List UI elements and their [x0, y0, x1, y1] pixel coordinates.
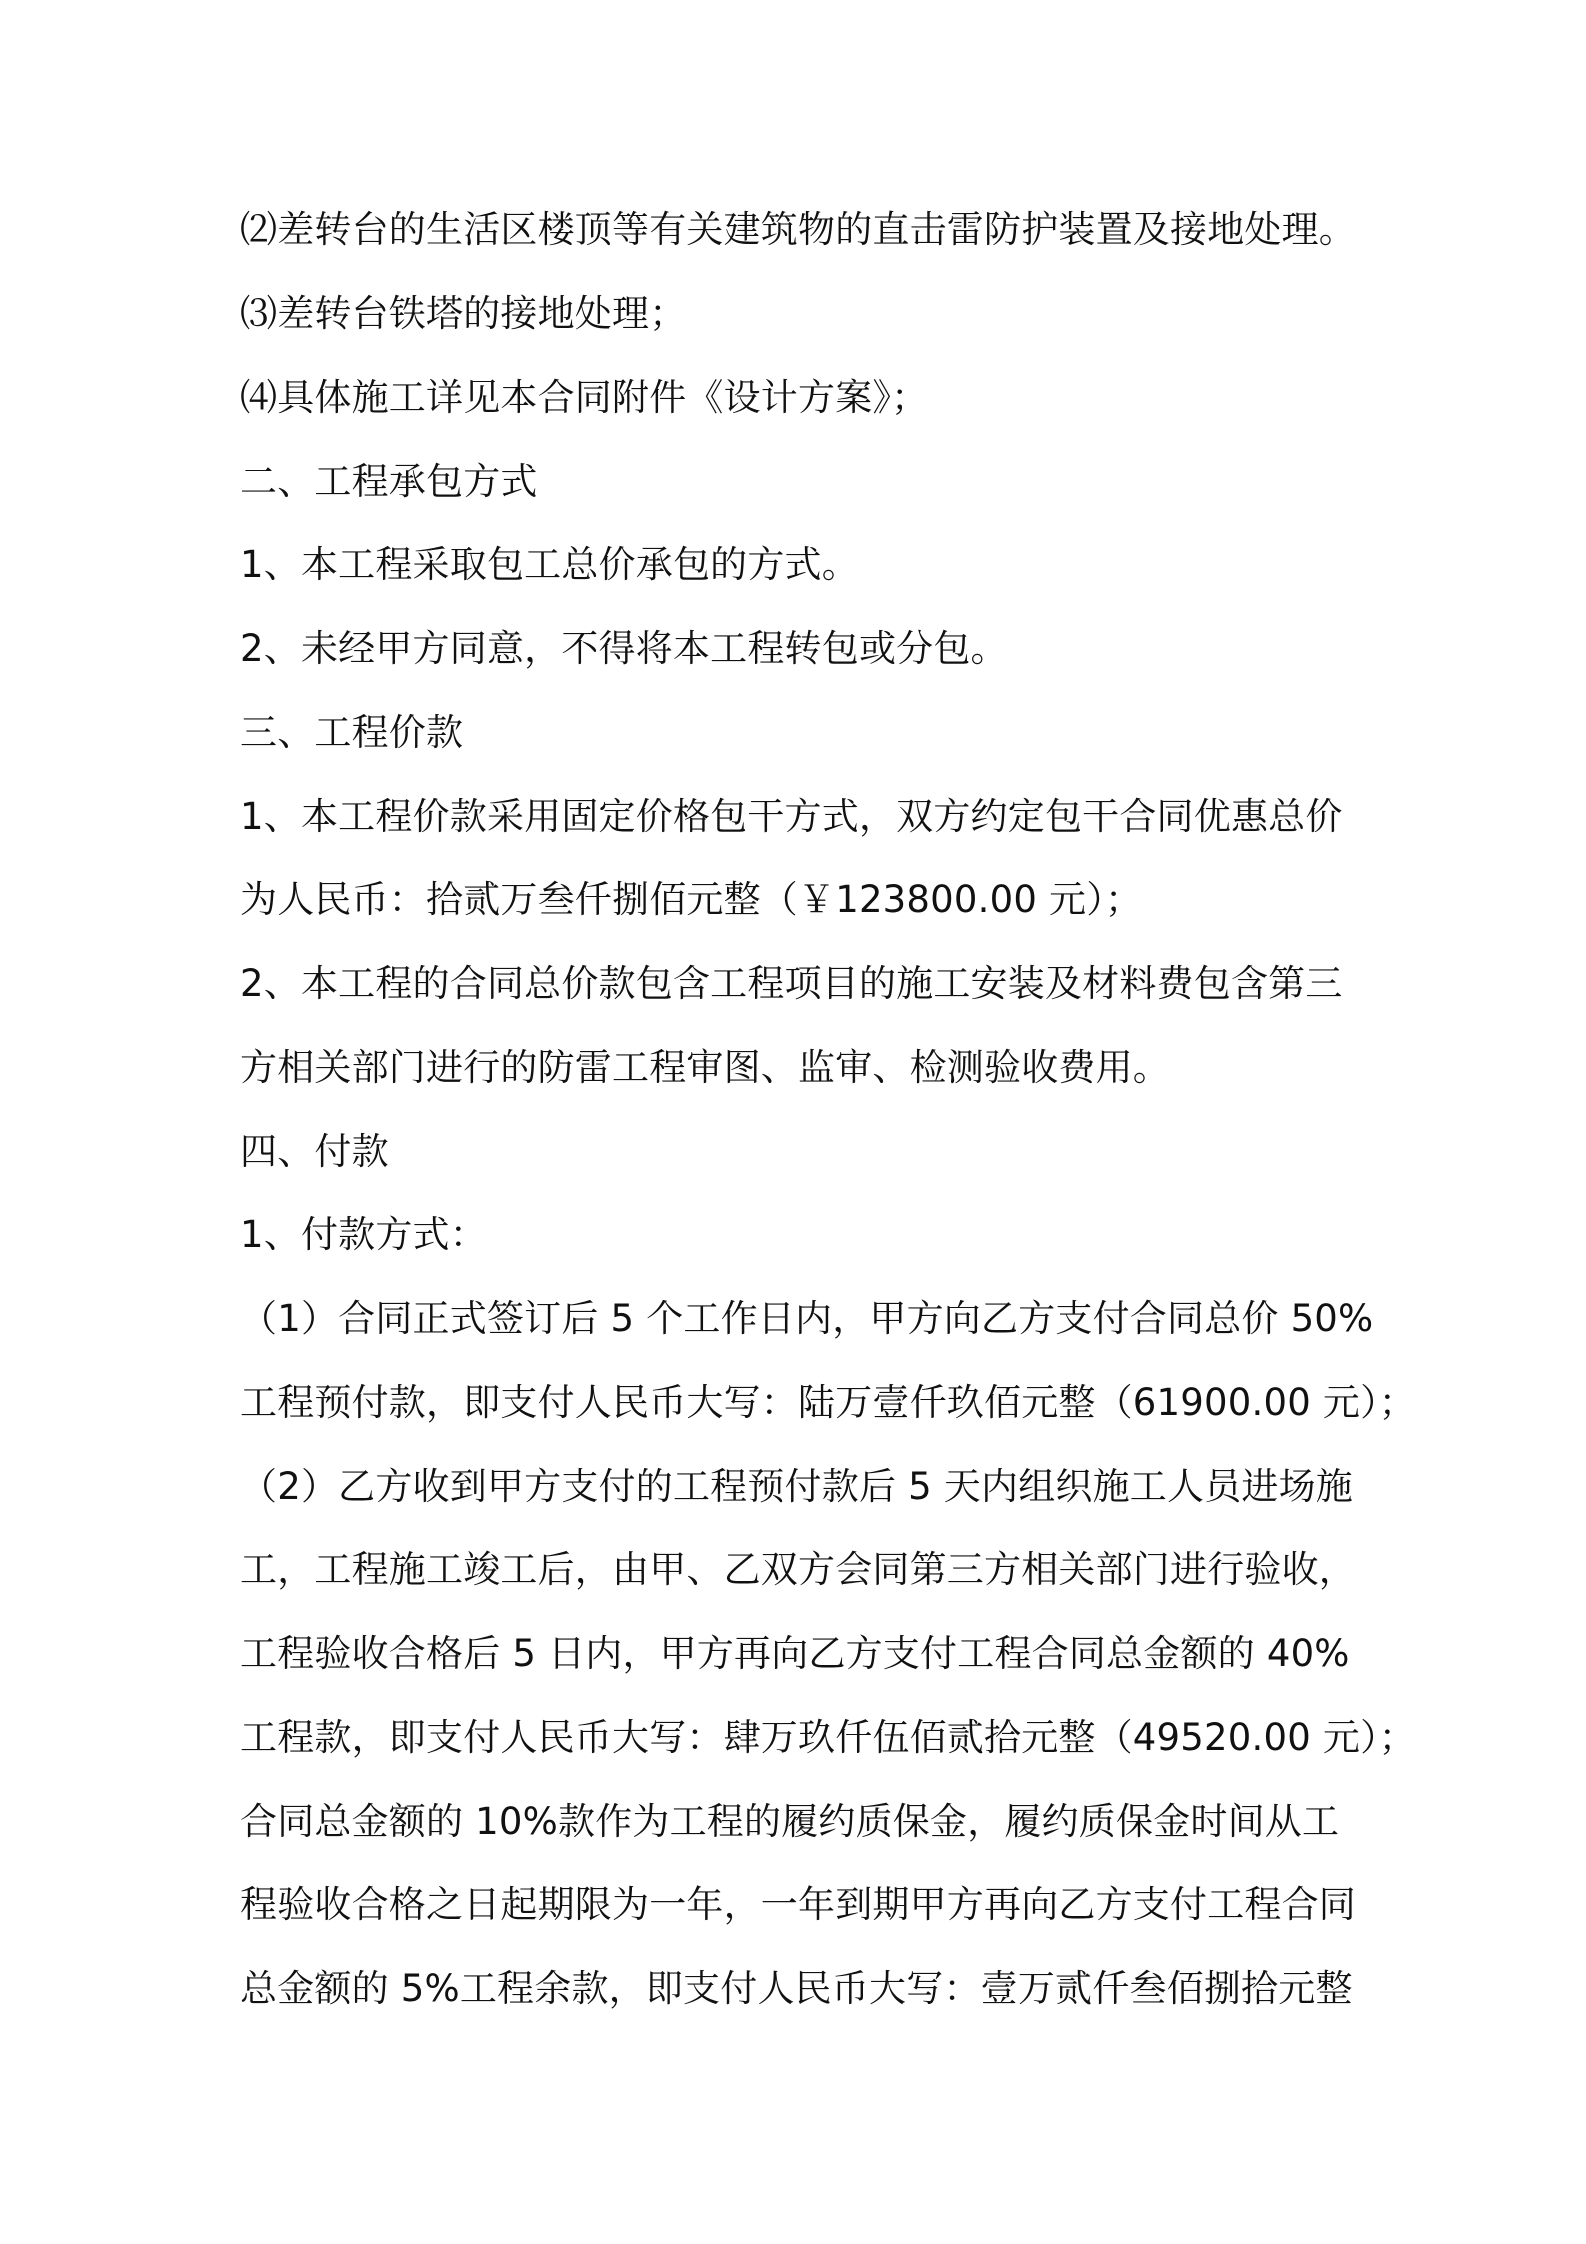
- item-4-construction-details: ⑷具体施工详见本合同附件《设计方案》；: [240, 376, 929, 419]
- payment-item-2-line-4: 工程款，即支付人民币大写：肆万玖仟伍佰贰拾元整（49520.00 元）；: [240, 1716, 1417, 1759]
- section-3-clause-2-line-2: 方相关部门进行的防雷工程审图、监审、检测验收费用。: [240, 1046, 1170, 1089]
- section-2-clause-1: 1、本工程采取包工总价承包的方式。: [240, 543, 859, 586]
- section-3-clause-1-line-2: 为人民币：拾贰万叁仟捌佰元整（￥123800.00 元）；: [240, 878, 1143, 921]
- section-2-heading: 二、工程承包方式: [240, 460, 538, 503]
- warranty-line-2: 程验收合格之日起期限为一年，一年到期甲方再向乙方支付工程合同: [240, 1883, 1356, 1926]
- warranty-line-1: 合同总金额的 10%款作为工程的履约质保金，履约质保金时间从工: [240, 1800, 1340, 1843]
- section-2-clause-2: 2、未经甲方同意，不得将本工程转包或分包。: [240, 627, 1008, 670]
- payment-item-2-line-3: 工程验收合格后 5 日内，甲方再向乙方支付工程合同总金额的 40%: [240, 1632, 1350, 1675]
- section-4-heading: 四、付款: [240, 1130, 389, 1173]
- section-3-clause-2-line-1: 2、本工程的合同总价款包含工程项目的施工安装及材料费包含第三: [240, 962, 1343, 1005]
- item-2-lightning-protection: ⑵差转台的生活区楼顶等有关建筑物的直击雷防护装置及接地处理。: [240, 208, 1356, 251]
- payment-method-heading: 1、付款方式：: [240, 1213, 487, 1256]
- section-3-clause-1-line-1: 1、本工程价款采用固定价格包干方式，双方约定包干合同优惠总价: [240, 795, 1343, 838]
- warranty-line-3: 总金额的 5%工程余款，即支付人民币大写：壹万贰仟叁佰捌拾元整: [240, 1967, 1353, 2010]
- section-3-heading: 三、工程价款: [240, 711, 464, 754]
- payment-item-1-line-2: 工程预付款，即支付人民币大写：陆万壹仟玖佰元整（61900.00 元）；: [240, 1381, 1417, 1424]
- payment-item-2-line-1: （2）乙方收到甲方支付的工程预付款后 5 天内组织施工人员进场施: [240, 1465, 1354, 1508]
- payment-item-1-line-1: （1）合同正式签订后 5 个工作日内，甲方向乙方支付合同总价 50%: [240, 1297, 1374, 1340]
- item-3-tower-grounding: ⑶差转台铁塔的接地处理；: [240, 292, 687, 335]
- payment-item-2-line-2: 工，工程施工竣工后，由甲、乙双方会同第三方相关部门进行验收，: [240, 1548, 1356, 1591]
